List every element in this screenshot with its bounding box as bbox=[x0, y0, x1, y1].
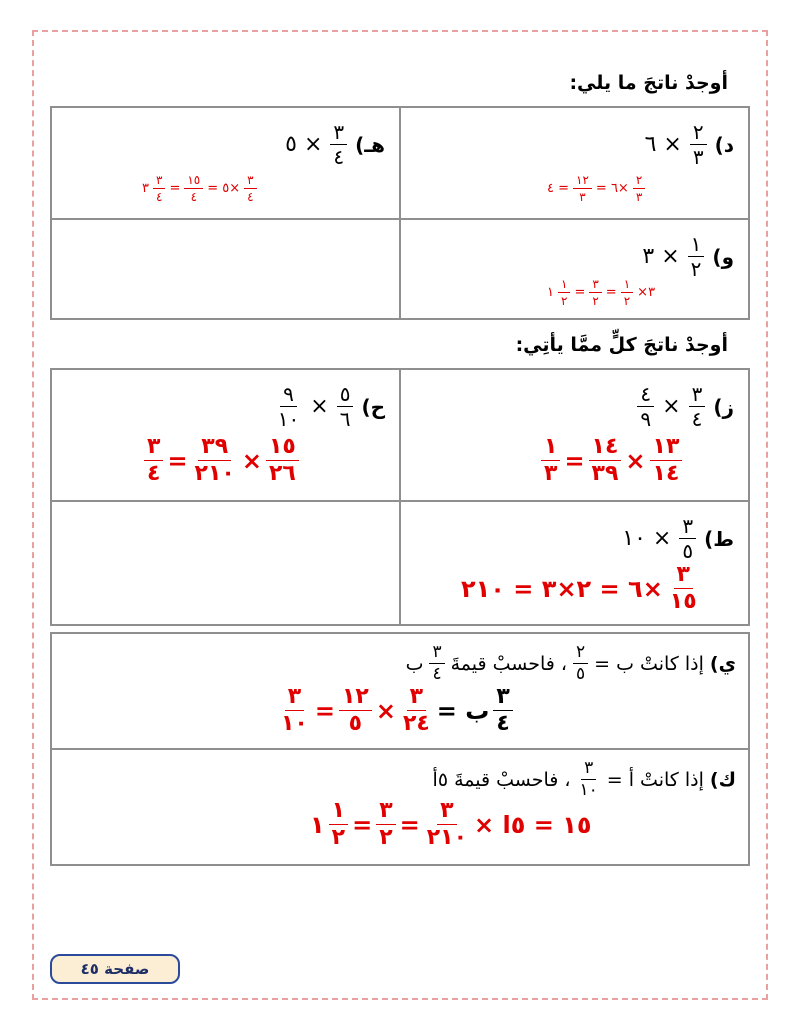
numerator: ٣ bbox=[144, 436, 163, 461]
denominator: ٢ bbox=[331, 825, 346, 850]
problem-k-box bbox=[50, 748, 750, 866]
denominator: ٢ bbox=[560, 294, 568, 308]
fraction bbox=[637, 384, 654, 429]
fraction bbox=[424, 800, 470, 849]
problem-h-cell bbox=[51, 107, 400, 219]
denominator: ٢ bbox=[623, 294, 631, 308]
denominator: ٣ bbox=[692, 145, 704, 169]
fraction bbox=[330, 122, 347, 167]
denominator: ٩ bbox=[640, 407, 652, 431]
question-text: ، فاحسبْ قيمةَ bbox=[450, 652, 568, 675]
section1-heading: أوجدْ ناتجَ ما يلي: bbox=[569, 72, 728, 94]
numerator: ٣ bbox=[153, 174, 165, 189]
fraction bbox=[573, 644, 588, 683]
denominator: ٣ bbox=[544, 461, 558, 486]
answer-d bbox=[547, 174, 645, 203]
denominator: ١٥ bbox=[669, 589, 697, 614]
problem-d bbox=[645, 122, 734, 167]
equals: = bbox=[564, 446, 585, 475]
denominator: ٤ bbox=[333, 145, 345, 169]
answer-text: = ٥× bbox=[207, 181, 241, 196]
numerator: ٣ bbox=[437, 800, 456, 825]
operator-term: × ٥ bbox=[285, 132, 323, 157]
denominator: ١٠ bbox=[579, 780, 598, 800]
numerator: ١٢ bbox=[339, 686, 372, 711]
fraction bbox=[667, 564, 700, 613]
numerator: ٢ bbox=[690, 122, 707, 145]
fraction bbox=[244, 174, 256, 203]
numerator: ١٣ bbox=[650, 436, 683, 461]
numerator: ٣ bbox=[407, 686, 426, 711]
answer-text: ٣ bbox=[142, 181, 149, 196]
fraction bbox=[400, 686, 433, 735]
denominator: ٢٤ bbox=[402, 711, 430, 736]
problem-label: ز) bbox=[713, 394, 734, 419]
denominator: ٢١٠ bbox=[194, 461, 235, 486]
fraction bbox=[679, 516, 696, 561]
equals: = bbox=[399, 810, 420, 839]
numerator: ٥ bbox=[337, 384, 354, 407]
section2-table bbox=[50, 368, 750, 626]
fraction bbox=[577, 760, 601, 799]
empty-cell bbox=[51, 501, 400, 625]
problem-z bbox=[637, 384, 734, 429]
numerator: ١٤ bbox=[589, 436, 622, 461]
denominator: ٤ bbox=[691, 407, 703, 431]
answer-z bbox=[541, 436, 682, 485]
times: × bbox=[662, 394, 681, 419]
fraction bbox=[184, 174, 203, 203]
answer-t bbox=[461, 564, 700, 613]
fraction bbox=[589, 278, 601, 307]
section1-table bbox=[50, 106, 750, 320]
fraction bbox=[329, 800, 348, 849]
denominator: ٥ bbox=[576, 664, 586, 684]
denominator: ٤ bbox=[155, 190, 163, 204]
equals: = bbox=[352, 810, 373, 839]
times: × bbox=[375, 696, 396, 725]
fraction bbox=[153, 174, 165, 203]
fraction bbox=[621, 278, 633, 307]
denominator: ٥ bbox=[348, 711, 363, 736]
answer-text: ٤ = bbox=[547, 181, 570, 196]
fraction bbox=[650, 436, 683, 485]
numerator: ٣ bbox=[429, 644, 444, 664]
numerator: ١ bbox=[541, 436, 560, 461]
fraction bbox=[633, 174, 645, 203]
numerator: ٩ bbox=[280, 384, 297, 407]
fraction bbox=[144, 436, 163, 485]
denominator: ٥ bbox=[682, 539, 694, 563]
fraction bbox=[688, 234, 705, 279]
denominator: ٤ bbox=[147, 461, 161, 486]
answer-h bbox=[142, 174, 257, 203]
denominator: ٣ bbox=[635, 190, 643, 204]
fraction bbox=[541, 436, 560, 485]
denominator: ٣ bbox=[579, 190, 586, 204]
fraction bbox=[493, 686, 512, 735]
problem-label: ح) bbox=[361, 394, 385, 419]
problem-label: د) bbox=[714, 132, 734, 157]
page-number-badge: صفحة ٤٥ bbox=[50, 954, 180, 984]
times: × bbox=[625, 446, 646, 475]
fraction bbox=[429, 644, 444, 683]
problem-label: ي) bbox=[709, 652, 736, 675]
numerator: ٣ bbox=[244, 174, 256, 189]
fraction bbox=[337, 384, 354, 429]
operator-term: × ١٠ bbox=[622, 526, 672, 551]
numerator: ١ bbox=[621, 278, 633, 293]
problem-z-cell bbox=[400, 369, 749, 501]
operator-term: × ٣ bbox=[642, 244, 680, 269]
equals: = bbox=[169, 181, 181, 196]
question-text: ، فاحسبْ قيمةَ ٥أ bbox=[432, 768, 571, 791]
fraction bbox=[689, 384, 706, 429]
problem-k-question bbox=[433, 760, 736, 799]
numerator: ١٥ bbox=[184, 174, 203, 189]
fraction bbox=[278, 686, 311, 735]
fraction bbox=[376, 800, 395, 849]
numerator: ٣ bbox=[689, 384, 706, 407]
denominator: ٢٦ bbox=[268, 461, 296, 486]
denominator: ٢١٠ bbox=[426, 825, 468, 850]
fraction bbox=[192, 436, 238, 485]
numerator: ٣ bbox=[285, 686, 304, 711]
answer-text: = ب bbox=[436, 696, 490, 725]
numerator: ٣ bbox=[581, 760, 596, 780]
fraction bbox=[266, 436, 299, 485]
problem-y-box bbox=[50, 632, 750, 750]
denominator: ٢ bbox=[379, 825, 393, 850]
numerator: ٤ bbox=[637, 384, 654, 407]
numerator: ١ bbox=[329, 800, 348, 825]
equals: = bbox=[605, 285, 617, 300]
times: × bbox=[310, 394, 329, 419]
problem-w bbox=[642, 234, 734, 279]
answer-text: ١ bbox=[547, 285, 554, 300]
numerator: ٣ bbox=[679, 516, 696, 539]
denominator: ٤ bbox=[432, 664, 442, 684]
numerator: ٢ bbox=[573, 644, 588, 664]
numerator: ٣ bbox=[376, 800, 395, 825]
fraction bbox=[275, 384, 302, 429]
denominator: ١٠ bbox=[281, 711, 308, 736]
answer-text: = ٦× bbox=[595, 181, 629, 196]
answer-text: × ١٥ = ٥ا bbox=[474, 810, 592, 839]
problem-label: هـ) bbox=[355, 132, 385, 157]
equals: = bbox=[314, 696, 335, 725]
denominator: ٦ bbox=[339, 407, 351, 431]
numerator: ١٢ bbox=[573, 174, 592, 189]
problem-t-cell bbox=[400, 501, 749, 625]
section2-heading: أوجدْ ناتجَ كلٍّ ممَّا يأتِي: bbox=[515, 334, 728, 356]
numerator: ٣٩ bbox=[198, 436, 231, 461]
question-text: ب bbox=[405, 652, 424, 675]
fraction bbox=[589, 436, 622, 485]
problem-h bbox=[285, 122, 385, 167]
denominator: ٢ bbox=[592, 294, 599, 308]
fraction bbox=[339, 686, 372, 735]
problem-label: و) bbox=[712, 244, 734, 269]
problem-w-cell bbox=[400, 219, 749, 319]
denominator: ٤ bbox=[247, 190, 254, 204]
denominator: ١٠ bbox=[277, 407, 300, 431]
question-text: إذا كانتْ أ = bbox=[606, 768, 704, 791]
numerator: ١ bbox=[558, 278, 570, 293]
problem-t bbox=[622, 516, 734, 561]
answer-w bbox=[547, 278, 655, 307]
operator-term: × ٦ bbox=[644, 132, 682, 157]
denominator: ١٤ bbox=[652, 461, 680, 486]
problem-y-question bbox=[406, 644, 736, 683]
problem-label: ط) bbox=[704, 526, 734, 551]
answer-h2 bbox=[144, 436, 299, 485]
numerator: ١ bbox=[688, 234, 705, 257]
numerator: ٣ bbox=[589, 278, 601, 293]
empty-cell bbox=[51, 219, 400, 319]
numerator: ٣ bbox=[330, 122, 347, 145]
answer-text: ×٣ bbox=[637, 285, 656, 300]
answer-text: ٦ = ٢×٣ = ٢١٠× bbox=[461, 574, 663, 603]
answer-text: ١ bbox=[310, 810, 325, 839]
denominator: ٢ bbox=[690, 257, 702, 281]
problem-d-cell bbox=[400, 107, 749, 219]
fraction bbox=[690, 122, 707, 167]
denominator: ٣٩ bbox=[591, 461, 619, 486]
problem-h2 bbox=[275, 384, 385, 429]
answer-y bbox=[278, 686, 513, 735]
fraction bbox=[558, 278, 570, 307]
denominator: ٤ bbox=[496, 711, 510, 736]
numerator: ٣ bbox=[674, 564, 693, 589]
times: × bbox=[241, 446, 262, 475]
fraction bbox=[573, 174, 592, 203]
question-text: إذا كانتْ ب = bbox=[594, 652, 704, 675]
answer-k bbox=[310, 800, 592, 849]
numerator: ٣ bbox=[493, 686, 512, 711]
denominator: ٤ bbox=[190, 190, 198, 204]
equals: = bbox=[167, 446, 188, 475]
problem-h2-cell bbox=[51, 369, 400, 501]
numerator: ١٥ bbox=[266, 436, 299, 461]
numerator: ٢ bbox=[633, 174, 645, 189]
problem-label: ك) bbox=[709, 768, 736, 791]
equals: = bbox=[574, 285, 586, 300]
